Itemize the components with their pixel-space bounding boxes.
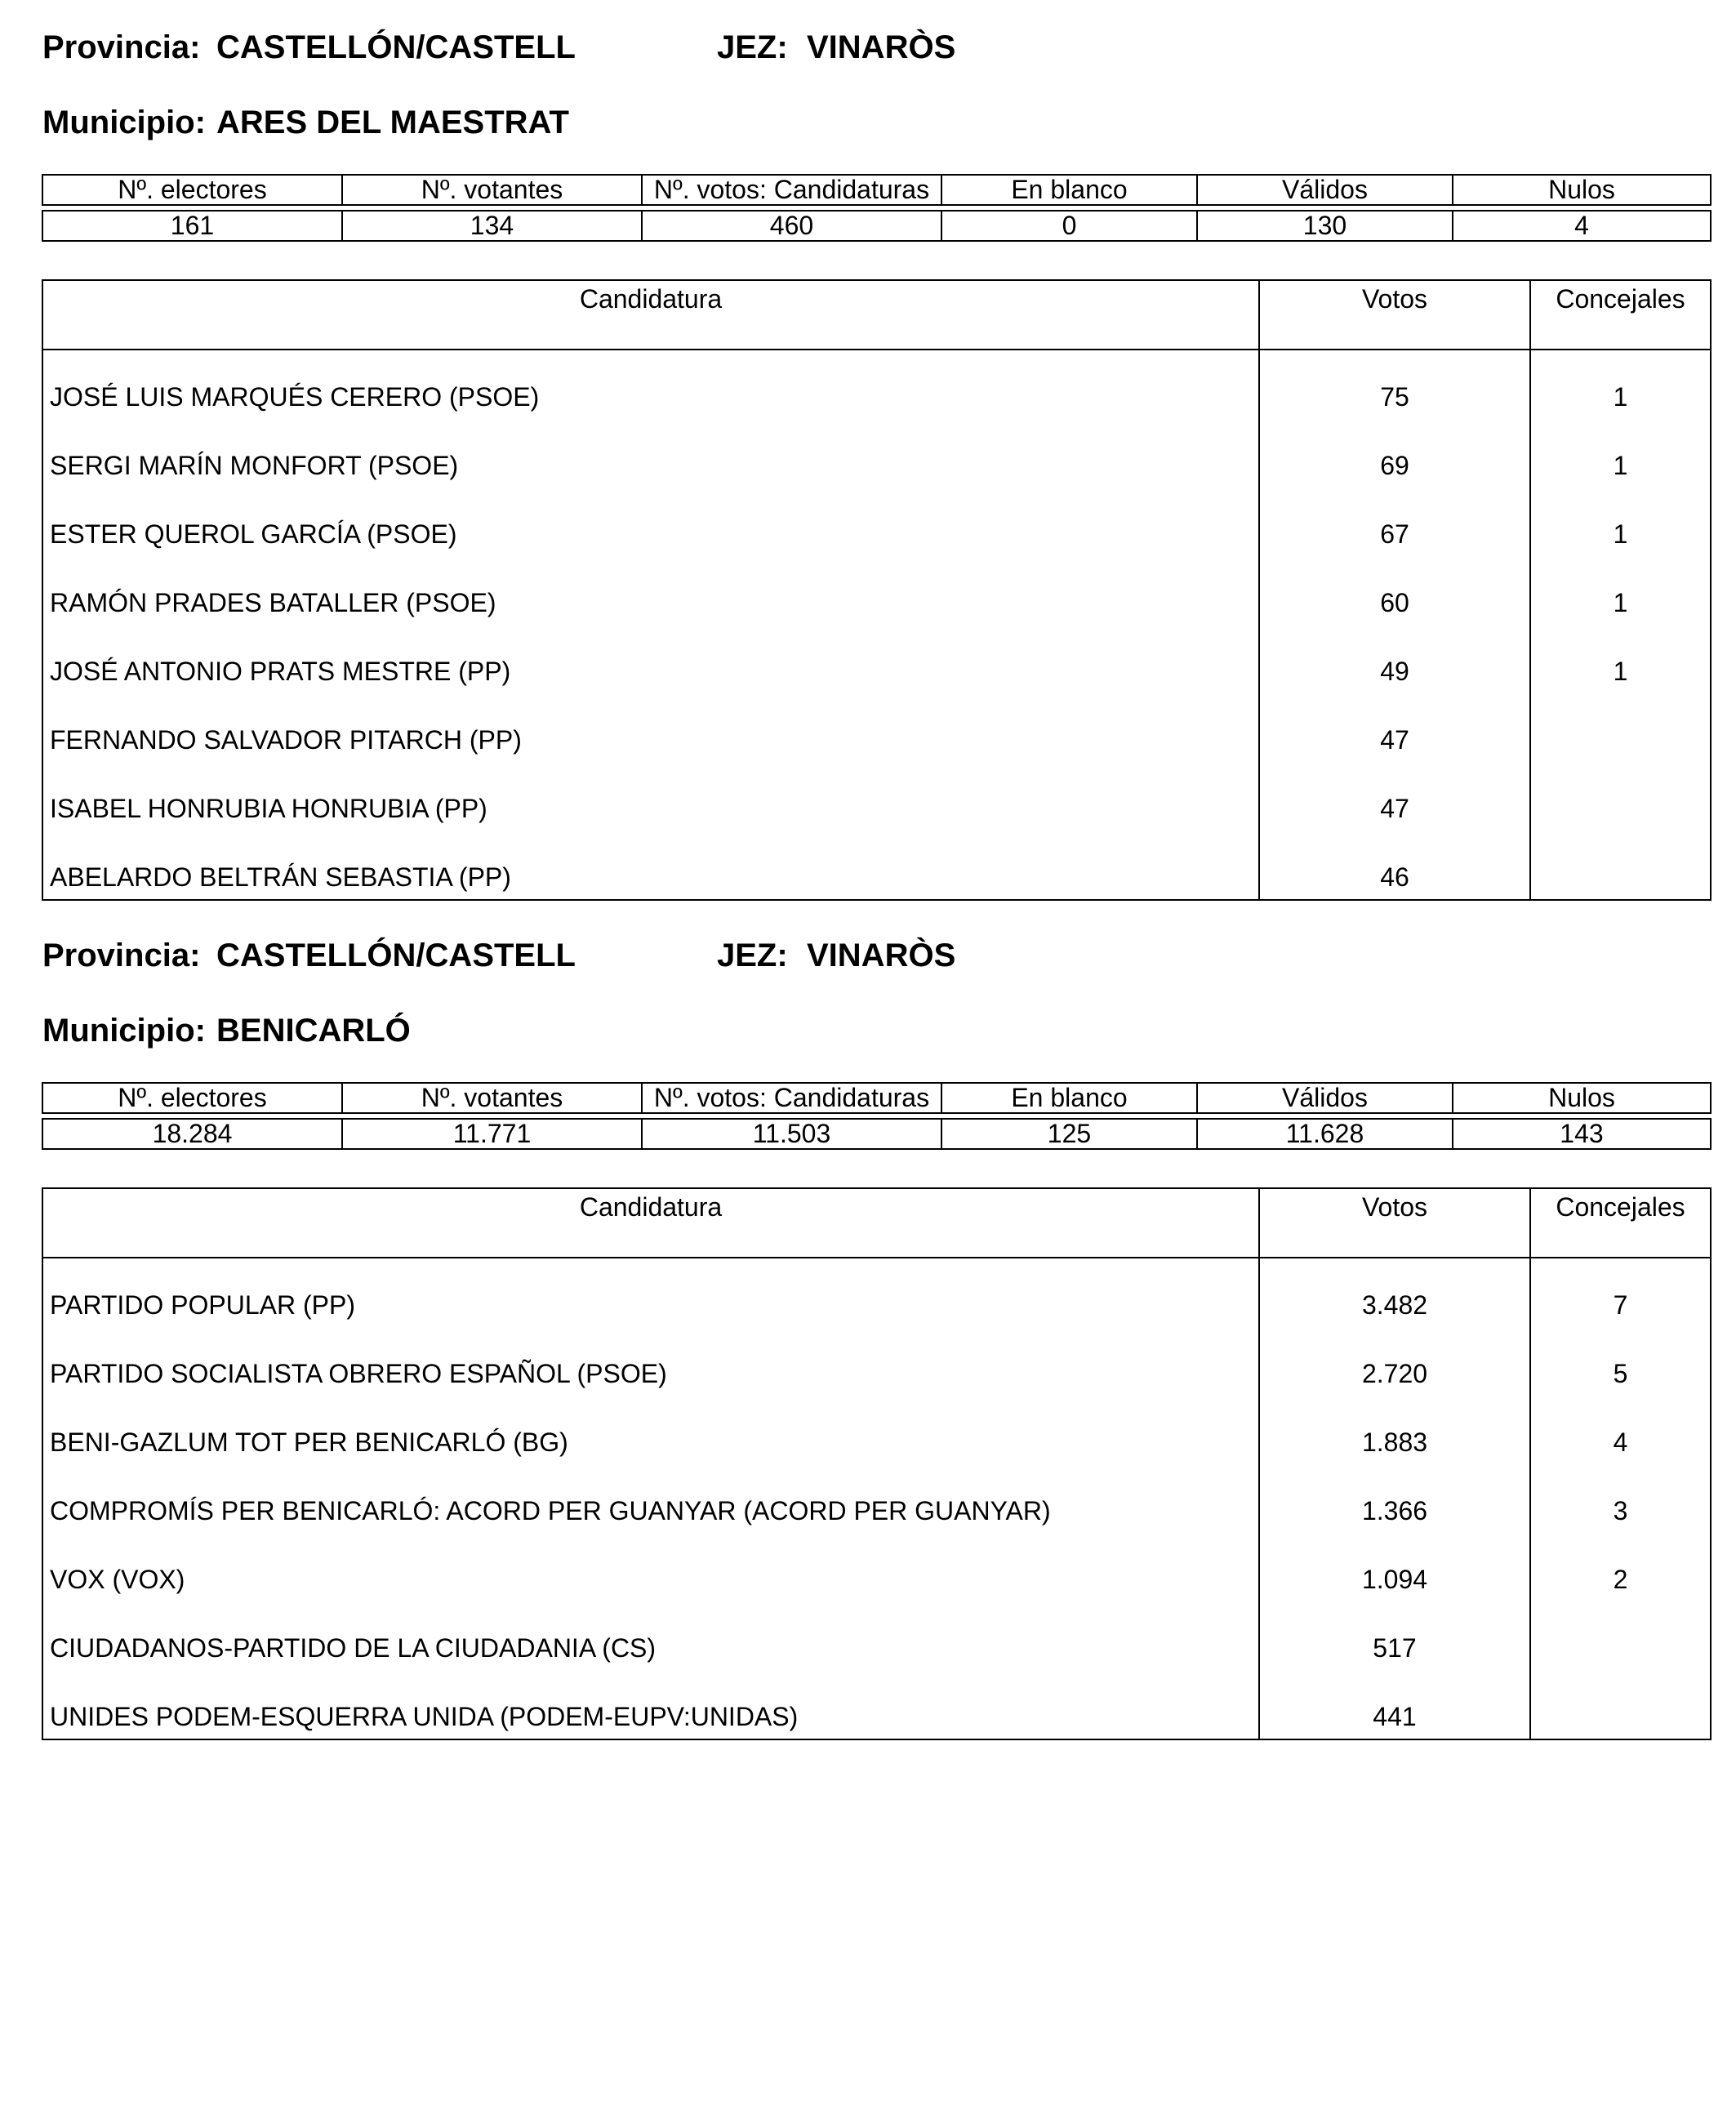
candidate-seats xyxy=(1530,1670,1711,1739)
municipality-section-benicarlo xyxy=(0,908,1736,1815)
table-row xyxy=(42,556,1711,625)
candidate-name: RAMÓN PRADES BATALLER (PSOE) xyxy=(42,556,1259,625)
candidates-table xyxy=(42,279,1712,901)
candidate-name: JOSÉ LUIS MARQUÉS CERERO (PSOE) xyxy=(42,350,1259,419)
candidate-seats: 1 xyxy=(1530,350,1711,419)
summary-table xyxy=(42,174,1712,242)
candidate-votes: 60 xyxy=(1259,556,1530,625)
summary-table xyxy=(42,1082,1712,1150)
header-validos: Válidos xyxy=(1197,1083,1453,1113)
candidate-seats: 1 xyxy=(1530,488,1711,556)
value-validos: 130 xyxy=(1197,211,1453,241)
candidate-seats: 5 xyxy=(1530,1327,1711,1396)
municipio-value: BENICARLÓ xyxy=(216,1013,411,1049)
candidate-votes: 69 xyxy=(1259,419,1530,488)
header-votos-candidaturas: Nº. votos: Candidaturas xyxy=(642,1083,941,1113)
value-electores: 18.284 xyxy=(42,1119,342,1149)
header-votantes: Nº. votantes xyxy=(342,175,642,205)
value-votos-candidaturas: 11.503 xyxy=(642,1119,941,1149)
table-row xyxy=(42,1670,1711,1739)
candidate-votes: 46 xyxy=(1259,831,1530,900)
header-candidatura: Candidatura xyxy=(42,1188,1259,1258)
jez-value: VINARÒS xyxy=(807,29,956,65)
candidate-votes: 1.883 xyxy=(1259,1396,1530,1464)
header-concejales: Concejales xyxy=(1530,280,1711,350)
candidate-seats xyxy=(1530,831,1711,900)
value-votantes: 11.771 xyxy=(342,1119,642,1149)
table-row xyxy=(42,350,1711,419)
header-electores: Nº. electores xyxy=(42,175,342,205)
candidate-seats: 2 xyxy=(1530,1533,1711,1601)
candidate-name: ISABEL HONRUBIA HONRUBIA (PP) xyxy=(42,762,1259,831)
value-nulos: 4 xyxy=(1453,211,1711,241)
header-electores: Nº. electores xyxy=(42,1083,342,1113)
candidate-seats xyxy=(1530,762,1711,831)
candidate-votes: 47 xyxy=(1259,762,1530,831)
header-votos: Votos xyxy=(1259,280,1530,350)
value-nulos: 143 xyxy=(1453,1119,1711,1149)
candidate-votes: 1.366 xyxy=(1259,1464,1530,1533)
candidate-name: VOX (VOX) xyxy=(42,1533,1259,1601)
candidate-votes: 517 xyxy=(1259,1601,1530,1670)
candidate-seats xyxy=(1530,693,1711,762)
provincia-label: Provincia: xyxy=(42,29,201,65)
candidate-name: CIUDADANOS-PARTIDO DE LA CIUDADANIA (CS) xyxy=(42,1601,1259,1670)
municipio-value: ARES DEL MAESTRAT xyxy=(216,105,569,140)
municipality-section-ares xyxy=(0,0,1736,906)
table-row xyxy=(42,1327,1711,1396)
candidate-votes: 75 xyxy=(1259,350,1530,419)
candidate-seats: 7 xyxy=(1530,1258,1711,1327)
header-votos: Votos xyxy=(1259,1188,1530,1258)
candidate-votes: 49 xyxy=(1259,625,1530,693)
candidate-votes: 47 xyxy=(1259,693,1530,762)
table-row xyxy=(42,1601,1711,1670)
jez-label: JEZ: xyxy=(717,938,788,973)
candidate-name: COMPROMÍS PER BENICARLÓ: ACORD PER GUANYAR (ACORD PER GUANYAR) xyxy=(42,1464,1259,1533)
candidate-name: UNIDES PODEM-ESQUERRA UNIDA (PODEM-EUPV:UNIDAS) xyxy=(42,1670,1259,1739)
candidate-seats: 4 xyxy=(1530,1396,1711,1464)
candidate-name: PARTIDO POPULAR (PP) xyxy=(42,1258,1259,1327)
candidate-name: FERNANDO SALVADOR PITARCH (PP) xyxy=(42,693,1259,762)
candidate-votes: 3.482 xyxy=(1259,1258,1530,1327)
table-row xyxy=(42,1533,1711,1601)
header-nulos: Nulos xyxy=(1453,1083,1711,1113)
candidate-seats: 1 xyxy=(1530,625,1711,693)
table-row xyxy=(42,1258,1711,1327)
header-votos-candidaturas: Nº. votos: Candidaturas xyxy=(642,175,941,205)
provincia-value: CASTELLÓN/CASTELL xyxy=(216,29,576,65)
municipio-label: Municipio: xyxy=(42,105,206,140)
table-row xyxy=(42,1464,1711,1533)
candidate-votes: 67 xyxy=(1259,488,1530,556)
provincia-label: Provincia: xyxy=(42,938,201,973)
candidate-name: JOSÉ ANTONIO PRATS MESTRE (PP) xyxy=(42,625,1259,693)
candidate-name: ESTER QUEROL GARCÍA (PSOE) xyxy=(42,488,1259,556)
value-votantes: 134 xyxy=(342,211,642,241)
jez-value: VINARÒS xyxy=(807,938,956,973)
header-en-blanco: En blanco xyxy=(941,1083,1197,1113)
municipio-label: Municipio: xyxy=(42,1013,206,1049)
table-row xyxy=(42,419,1711,488)
value-validos: 11.628 xyxy=(1197,1119,1453,1149)
candidate-votes: 441 xyxy=(1259,1670,1530,1739)
table-row xyxy=(42,1396,1711,1464)
table-row xyxy=(42,488,1711,556)
table-row xyxy=(42,831,1711,900)
candidate-votes: 1.094 xyxy=(1259,1533,1530,1601)
table-row xyxy=(42,762,1711,831)
header-candidatura: Candidatura xyxy=(42,280,1259,350)
header-validos: Válidos xyxy=(1197,175,1453,205)
value-electores: 161 xyxy=(42,211,342,241)
header-nulos: Nulos xyxy=(1453,175,1711,205)
candidate-name: BENI-GAZLUM TOT PER BENICARLÓ (BG) xyxy=(42,1396,1259,1464)
candidates-table xyxy=(42,1187,1712,1740)
header-en-blanco: En blanco xyxy=(941,175,1197,205)
candidate-seats xyxy=(1530,1601,1711,1670)
candidate-seats: 1 xyxy=(1530,556,1711,625)
candidate-name: ABELARDO BELTRÁN SEBASTIA (PP) xyxy=(42,831,1259,900)
value-en-blanco: 0 xyxy=(941,211,1197,241)
candidate-name: SERGI MARÍN MONFORT (PSOE) xyxy=(42,419,1259,488)
jez-label: JEZ: xyxy=(717,29,788,65)
provincia-value: CASTELLÓN/CASTELL xyxy=(216,938,576,973)
value-en-blanco: 125 xyxy=(941,1119,1197,1149)
header-votantes: Nº. votantes xyxy=(342,1083,642,1113)
candidate-seats: 3 xyxy=(1530,1464,1711,1533)
value-votos-candidaturas: 460 xyxy=(642,211,941,241)
candidate-name: PARTIDO SOCIALISTA OBRERO ESPAÑOL (PSOE) xyxy=(42,1327,1259,1396)
header-concejales: Concejales xyxy=(1530,1188,1711,1258)
candidate-votes: 2.720 xyxy=(1259,1327,1530,1396)
candidate-seats: 1 xyxy=(1530,419,1711,488)
table-row xyxy=(42,693,1711,762)
table-row xyxy=(42,625,1711,693)
